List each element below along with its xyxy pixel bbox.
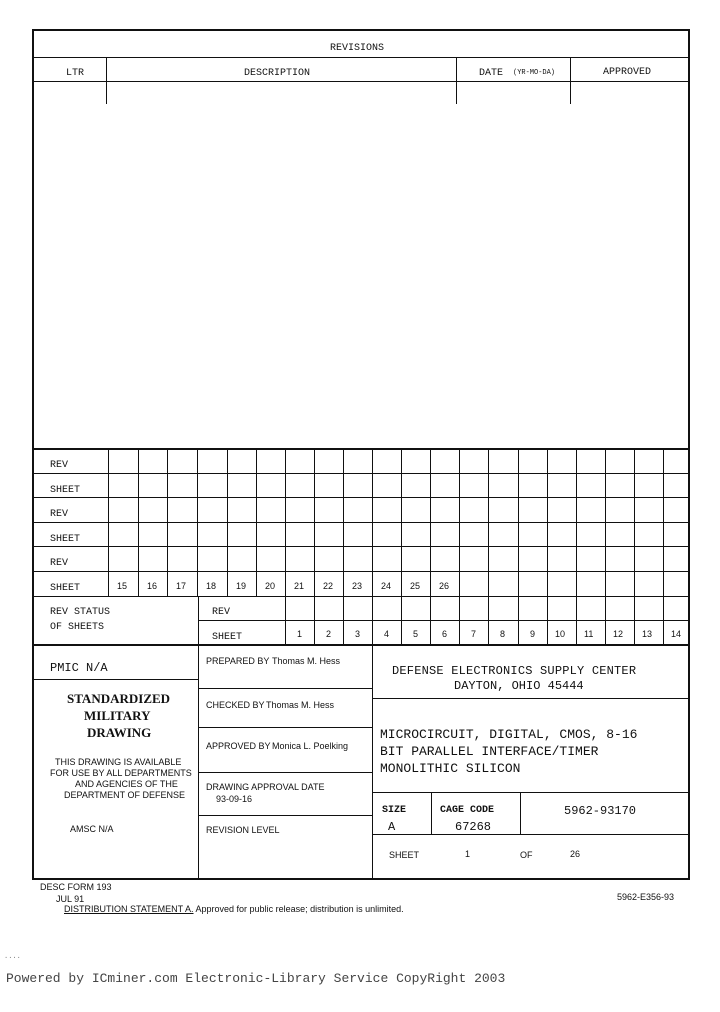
grid-upper-row-rule	[34, 473, 688, 474]
grid-upper-col-rule	[576, 448, 577, 596]
grid-lower-col-rule	[459, 596, 460, 644]
grid-upper-row-rule	[34, 546, 688, 547]
grid-upper-row-rule	[34, 522, 688, 523]
grid-upper-col-rule	[285, 448, 286, 596]
revisions-header-rule	[34, 81, 688, 82]
lower-sheet-number: 12	[613, 629, 624, 639]
grid-lower-col-rule	[401, 596, 402, 644]
amsc-label: AMSC N/A	[70, 824, 114, 834]
grid-lower-col-rule	[576, 596, 577, 644]
footer-dots: ....	[4, 953, 21, 961]
rev-label-1: REV	[50, 460, 69, 471]
cage-code-value: 67268	[455, 820, 492, 834]
grid-lower-col-rule	[314, 596, 315, 644]
approved-by-label: APPROVED BY	[206, 741, 271, 751]
revisions-title: REVISIONS	[330, 43, 385, 54]
cage-divider	[520, 792, 521, 834]
sheet-label-2: SHEET	[50, 534, 81, 545]
revisions-col-date: DATE	[479, 68, 504, 79]
lower-sheet-number: 4	[384, 629, 390, 639]
distribution-text: Approved for public release; distribution is unlimited.	[193, 904, 404, 914]
grid-upper-col-rule	[518, 448, 519, 596]
rev-label-3: REV	[50, 558, 69, 569]
revisions-col-approved: APPROVED	[603, 67, 652, 78]
rev-status-line2: OF SHEETS	[50, 622, 105, 633]
prepared-by-label: PREPARED BY	[206, 656, 270, 666]
size-label: SIZE	[382, 805, 407, 816]
lower-sheet-number: 1	[297, 629, 303, 639]
sheet-label-status: SHEET	[212, 632, 243, 643]
cage-code-label: CAGE CODE	[440, 805, 495, 816]
lower-sheet-number: 6	[442, 629, 448, 639]
revisions-col-description: DESCRIPTION	[244, 68, 311, 79]
size-rule	[372, 834, 688, 835]
upper-sheet-number: 23	[352, 581, 363, 591]
grid-upper-row-rule	[34, 497, 688, 498]
availability-line4: DEPARTMENT OF DEFENSE	[64, 790, 186, 800]
lower-sheet-number: 11	[584, 629, 594, 639]
grid-lower-row-rule	[198, 620, 688, 621]
form-number: DESC FORM 193	[40, 882, 112, 892]
agency-line1: DEFENSE ELECTRONICS SUPPLY CENTER	[392, 664, 637, 678]
lower-sheet-number: 10	[555, 629, 566, 639]
lower-sheet-number: 7	[471, 629, 477, 639]
size-divider	[431, 792, 432, 834]
rev-label-status: REV	[212, 607, 231, 618]
upper-sheet-number: 22	[323, 581, 334, 591]
grid-lower-row-rule	[198, 596, 688, 597]
checked-by-label: CHECKED BY	[206, 700, 265, 710]
sheet-footer-value: 1	[465, 849, 471, 859]
upper-sheet-number: 15	[117, 581, 128, 591]
checked-rule	[198, 727, 372, 728]
grid-upper-row-rule	[34, 448, 688, 450]
upper-sheet-number: 24	[381, 581, 392, 591]
grid-upper-col-rule	[108, 448, 109, 596]
grid-lower-col-rule	[285, 596, 286, 644]
rev-label-2: REV	[50, 509, 69, 520]
lower-sheet-number: 14	[671, 629, 682, 639]
lower-sheet-number: 2	[326, 629, 332, 639]
grid-upper-col-rule	[605, 448, 606, 596]
revisions-divider-2	[456, 57, 457, 104]
lower-sheet-number: 5	[413, 629, 419, 639]
grid-upper-col-rule	[343, 448, 344, 596]
grid-upper-row-rule	[34, 571, 688, 572]
upper-sheet-number: 17	[176, 581, 187, 591]
grid-upper-col-rule	[459, 448, 460, 596]
rev-status-line1: REV STATUS	[50, 607, 111, 618]
distribution-statement	[64, 905, 404, 914]
grid-upper-col-rule	[167, 448, 168, 596]
grid-lower-col-rule	[634, 596, 635, 644]
grid-lower-col-rule	[663, 596, 664, 644]
pmic-label: PMIC N/A	[50, 661, 108, 675]
availability-line3: AND AGENCIES OF THE	[75, 779, 178, 789]
grid-lower-col-rule	[518, 596, 519, 644]
grid-upper-col-rule	[401, 448, 402, 596]
revisions-divider-1	[106, 57, 107, 104]
form-date: JUL 91	[56, 894, 85, 904]
of-footer-value: 26	[570, 849, 581, 859]
lower-sheet-number: 9	[530, 629, 536, 639]
sheet-label-3: SHEET	[50, 583, 81, 594]
grid-upper-col-rule	[227, 448, 228, 596]
grid-upper-col-rule	[547, 448, 548, 596]
upper-sheet-number: 16	[147, 581, 158, 591]
title-block-top-rule	[34, 644, 688, 646]
title-line2: BIT PARALLEL INTERFACE/TIMER	[380, 744, 599, 759]
grid-upper-col-rule	[372, 448, 373, 596]
grid-upper-col-rule	[488, 448, 489, 596]
left-column-divider	[198, 645, 199, 879]
grid-upper-col-rule	[256, 448, 257, 596]
size-value: A	[388, 820, 396, 834]
prepared-rule	[198, 688, 372, 689]
lower-sheet-number: 13	[642, 629, 653, 639]
pmic-rule	[34, 679, 198, 680]
revisions-col-date-format: (YR-MO-DA)	[513, 69, 556, 77]
lower-sheet-number: 8	[500, 629, 506, 639]
mid-column-divider	[372, 645, 373, 879]
checked-by-name: Thomas M. Hess	[266, 700, 335, 710]
powered-by-notice: Powered by ICminer.com Electronic-Library Service CopyRight 2003	[6, 971, 506, 986]
sheet-footer-label: SHEET	[389, 850, 420, 860]
sheet-label-1: SHEET	[50, 485, 81, 496]
grid-upper-col-rule	[430, 448, 431, 596]
standardized-line1: STANDARDIZED	[67, 691, 171, 706]
drawing-number: 5962-93170	[564, 804, 637, 818]
title-line1: MICROCIRCUIT, DIGITAL, CMOS, 8-16	[380, 727, 638, 742]
title-line3: MONOLITHIC SILICON	[380, 761, 521, 776]
grid-upper-col-rule	[634, 448, 635, 596]
title-rule	[372, 792, 688, 793]
agency-rule	[372, 698, 688, 699]
revisions-divider-3	[570, 57, 571, 104]
upper-sheet-number: 21	[294, 581, 305, 591]
document-code: 5962-E356-93	[617, 892, 675, 902]
grid-upper-col-rule	[138, 448, 139, 596]
grid-lower-col-rule	[343, 596, 344, 644]
grid-lower-left-rule	[198, 596, 199, 644]
grid-lower-col-rule	[605, 596, 606, 644]
standardized-line3: DRAWING	[87, 725, 152, 740]
grid-lower-col-rule	[488, 596, 489, 644]
upper-sheet-number: 19	[236, 581, 247, 591]
revisions-title-rule	[34, 57, 688, 58]
approval-date-rule	[198, 815, 372, 816]
upper-sheet-number: 25	[410, 581, 421, 591]
grid-lower-col-rule	[547, 596, 548, 644]
approval-date-label: DRAWING APPROVAL DATE	[206, 782, 325, 792]
grid-lower-col-rule	[372, 596, 373, 644]
lower-sheet-number: 3	[355, 629, 361, 639]
grid-lower-col-rule	[430, 596, 431, 644]
grid-upper-col-rule	[197, 448, 198, 596]
approval-date-value: 93-09-16	[216, 794, 253, 804]
prepared-by-name: Thomas M. Hess	[272, 656, 341, 666]
upper-sheet-number: 20	[265, 581, 276, 591]
upper-sheet-number: 26	[439, 581, 450, 591]
of-footer-label: OF	[520, 850, 533, 860]
revision-level-label: REVISION LEVEL	[206, 825, 280, 835]
distribution-label: DISTRIBUTION STATEMENT A.	[64, 904, 194, 914]
grid-upper-col-rule	[314, 448, 315, 596]
availability-line1: THIS DRAWING IS AVAILABLE	[55, 757, 182, 767]
upper-sheet-number: 18	[206, 581, 217, 591]
revisions-col-ltr: LTR	[66, 68, 85, 79]
agency-line2: DAYTON, OHIO 45444	[454, 679, 584, 693]
grid-upper-col-rule	[663, 448, 664, 596]
approved-rule	[198, 772, 372, 773]
availability-line2: FOR USE BY ALL DEPARTMENTS	[50, 768, 192, 778]
approved-by-name: Monica L. Poelking	[272, 741, 349, 751]
standardized-line2: MILITARY	[84, 708, 151, 723]
